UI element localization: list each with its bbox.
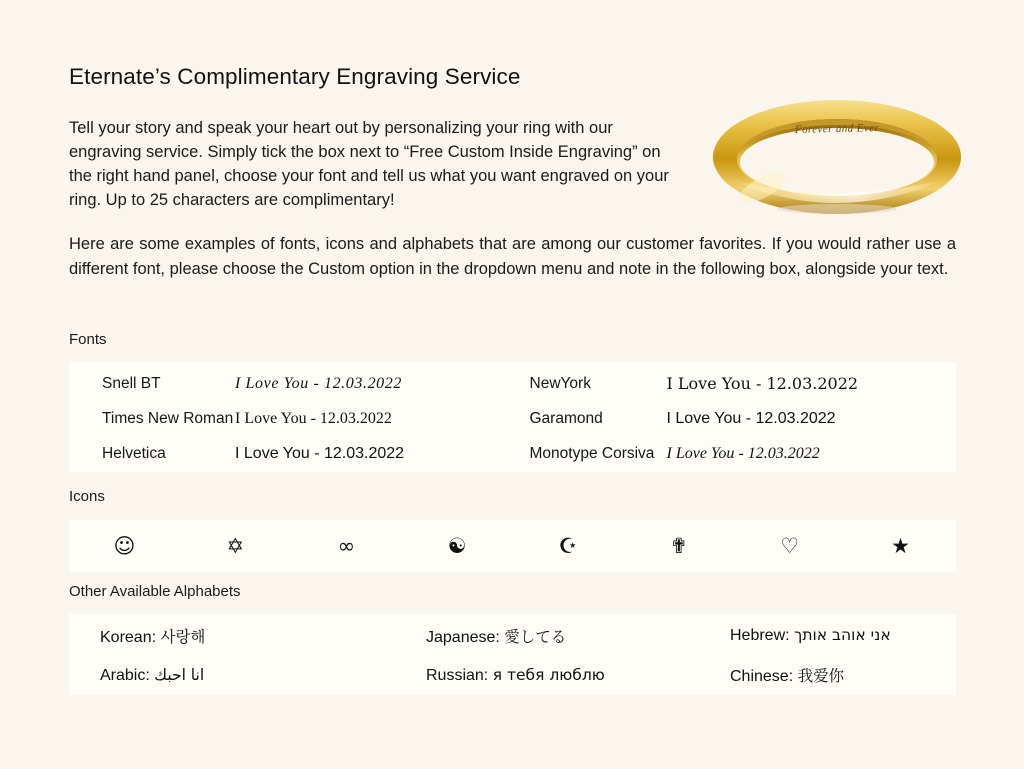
font-name: Snell BT <box>102 374 161 392</box>
intro-paragraph: Tell your story and speak your heart out by personalizing your ring with our engraving service. Simply tick the box next to “Free Custom Inside Engraving” on the right hand panel, choose your font and tell us what you want engraved on your ring. Up to 25 characters are complimentary! <box>69 119 669 209</box>
alphabet-language-label: Korean: <box>100 628 161 646</box>
font-sample: I Love You - 12.03.2022 <box>666 409 836 427</box>
page-title: Eternate’s Complimentary Engraving Service <box>69 64 521 89</box>
ring-illustration-svg <box>706 96 968 218</box>
heart-outline-icon: ♡ <box>780 533 800 558</box>
font-sample: I Love You - 12.03.2022 <box>235 374 402 392</box>
icons-panel <box>69 520 956 572</box>
fonts-intro-paragraph: Here are some examples of fonts, icons and alphabets that are among our customer favorites. If you would rather use a different font, please choose the Custom option in the dropdown menu and note in the following box, alongside your text. <box>69 235 956 278</box>
ring-engraved-text: Forever and Ever <box>794 122 880 136</box>
star-and-crescent-icon: ☪ <box>558 533 578 558</box>
fonts-panel <box>69 362 956 472</box>
font-sample: I Love You - 12.03.2022 <box>235 409 392 427</box>
alphabet-russian <box>426 666 730 685</box>
font-name: Garamond <box>529 409 603 427</box>
font-row <box>69 366 513 401</box>
alphabet-sample-text: 愛してる <box>504 627 567 646</box>
cross-icon: ✟ <box>670 533 688 558</box>
alphabet-sample-text: אני אוהב אותך <box>794 626 891 645</box>
engraved-ring-image <box>706 96 968 218</box>
alphabets-section-label: Other Available Alphabets <box>69 583 241 600</box>
star-of-david-icon: ✡ <box>226 533 245 558</box>
alphabet-arabic <box>100 666 426 685</box>
infinity-icon: ∞ <box>337 533 355 558</box>
alphabet-language-label: Hebrew: <box>730 627 795 645</box>
alphabet-sample-text: 사랑해 <box>160 627 206 646</box>
fonts-section-label: Fonts <box>69 331 107 348</box>
font-name: Helvetica <box>102 445 166 463</box>
star-filled-icon: ★ <box>891 533 910 558</box>
alphabet-language-label: Chinese: <box>730 668 798 686</box>
font-name: Monotype Corsiva <box>529 445 655 463</box>
font-sample: I Love You - 12.03.2022 <box>235 445 405 463</box>
alphabet-sample-text: 我爱你 <box>797 667 845 686</box>
alphabet-language-label: Arabic: <box>100 666 155 684</box>
font-row <box>513 437 957 472</box>
font-name: NewYork <box>529 374 591 392</box>
font-name: Times New Roman <box>102 409 234 427</box>
alphabet-korean <box>100 625 426 647</box>
yin-yang-icon: ☯ <box>447 533 467 558</box>
font-row <box>513 401 957 436</box>
alphabet-chinese <box>730 664 956 686</box>
alphabets-panel <box>69 614 956 695</box>
alphabet-hebrew <box>730 626 956 645</box>
icons-section-label: Icons <box>69 488 105 505</box>
alphabet-sample-text: я тебя люблю <box>492 665 605 684</box>
smiley-face-icon: ☺ <box>113 533 136 558</box>
font-row <box>69 437 513 472</box>
alphabet-language-label: Japanese: <box>426 628 505 646</box>
font-sample: I Love You - 12.03.2022 <box>666 445 820 463</box>
font-row <box>513 366 957 401</box>
alphabet-japanese <box>426 625 730 647</box>
font-row <box>69 401 513 436</box>
font-sample: I Love You - 12.03.2022 <box>666 374 859 394</box>
alphabet-language-label: Russian: <box>426 666 493 684</box>
alphabet-sample-text: انا احبك <box>154 665 205 684</box>
